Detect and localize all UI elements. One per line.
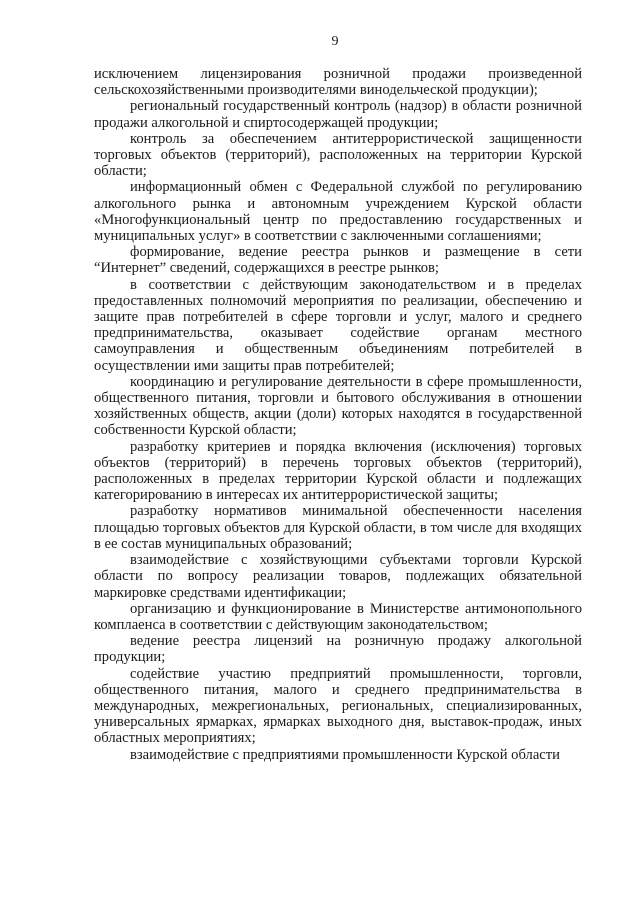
paragraph: контроль за обеспечением антитеррористической защищенности торговых объектов (территорий), расположенных на территории Курской области;	[94, 130, 582, 180]
document-body	[94, 66, 582, 763]
paragraph: разработку нормативов минимальной обеспеченности населения площадью торговых объектов для Курской области, в том числе для входящих в ее состав муниципальных образований;	[94, 503, 582, 552]
paragraph: взаимодействие с хозяйствующими субъектами торговли Курской области по вопросу реализации товаров, подлежащих обязательной маркировке средствами идентификации;	[94, 552, 582, 601]
paragraph: ведение реестра лицензий на розничную продажу алкогольной продукции;	[94, 633, 582, 666]
paragraph: в соответствии с действующим законодательством и в пределах предоставленных полномочий мероприятия по реализации, обеспечению и защите прав потребителей в сфере торговли и услуг, малого и среднего предпринимательства, оказывает содействие органам местного самоуправления и общественным объединениям потребителей в осуществлении ими защиты прав потребителей;	[94, 276, 582, 374]
paragraph: взаимодействие с предприятиями промышленности Курской области	[130, 746, 560, 763]
paragraph: исключением лицензирования розничной продажи произведенной сельскохозяйственными производителями винодельческой продукции);	[94, 66, 582, 99]
paragraph: содействие участию предприятий промышленности, торговли, общественного питания, малого и среднего предпринимательства в международных, межрегиональных, региональных, специализированных, универсальных ярмарках, ярмарках выходного дня, выставок-продаж, иных областных мероприятиях;	[94, 665, 582, 747]
page-number: 9	[331, 34, 339, 49]
paragraph: информационный обмен с Федеральной службой по регулированию алкогольного рынка и автономным учреждением Курской области «Многофункциональный центр по предоставлению государственных и муниципальных услуг» в соответствии с заключенными соглашениями;	[94, 179, 582, 245]
paragraph: формирование, ведение реестра рынков и размещение в сети “Интернет” сведений, содержащихся в реестре рынков;	[94, 244, 582, 277]
paragraph: организацию и функционирование в Министерстве антимонопольного комплаенса в соответствии с действующим законодательством;	[94, 600, 582, 633]
paragraph: региональный государственный контроль (надзор) в области розничной продажи алкогольной и спиртосодержащей продукции;	[94, 98, 582, 131]
paragraph: координацию и регулирование деятельности в сфере промышленности, общественного питания, торговли и бытового обслуживания в отношении хозяйственных обществ, акции (доли) которых находятся в государственной собственности Курской области;	[94, 373, 582, 439]
paragraph: разработку критериев и порядка включения (исключения) торговых объектов (территорий) в перечень торговых объектов (территорий), расположенных в пределах территории Курской области и подлежащих категорированию в интересах их антитеррористической защиты;	[94, 438, 582, 504]
